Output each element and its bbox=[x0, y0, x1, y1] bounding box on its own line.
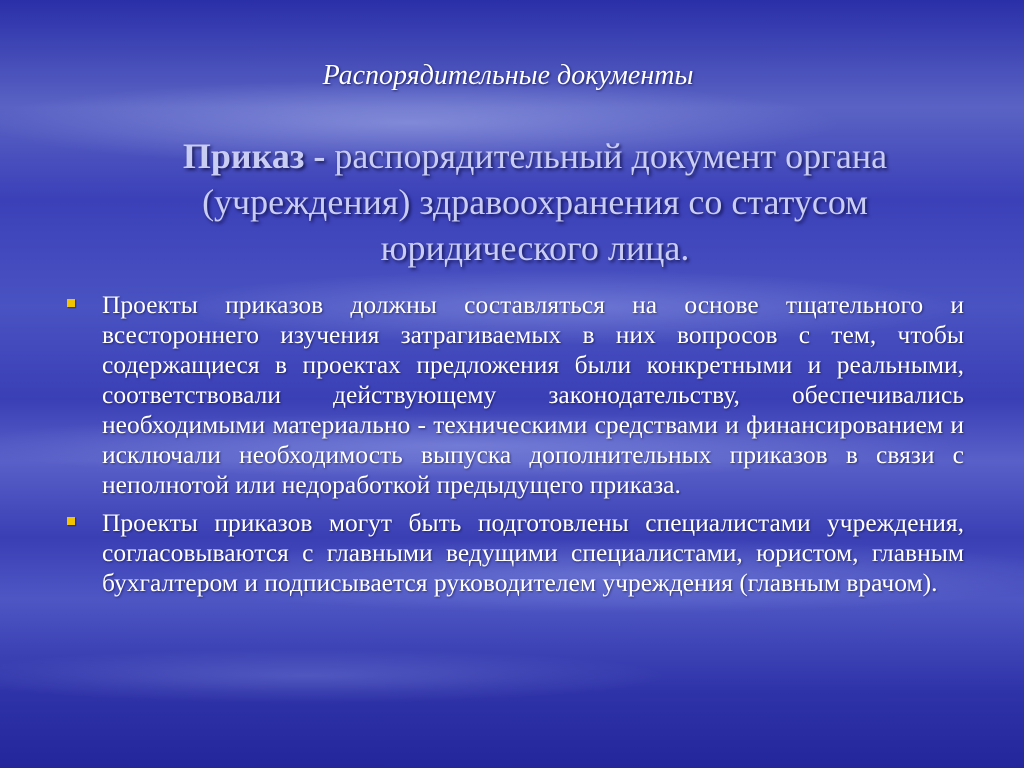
bullet-text: Проекты приказов должны составляться на основе тщательного и всестороннего изучения затрагиваемых в них вопросов с тем, чтобы содержащиеся в проектах предложения были конкретными и реальными, соответствовали действующему законодательству, обеспечивались необходимыми материально - техническими средствами и финансированием и исключали необходимость выпуска дополнительных приказов в связи с неполнотой или недоработкой предыдущего приказа. bbox=[102, 290, 964, 499]
bullet-item bbox=[64, 508, 964, 598]
title-definition: распорядительный документ органа (учреждения) здравоохранения со статусом юридического лица. bbox=[202, 136, 888, 268]
square-bullet-icon bbox=[67, 517, 75, 525]
title-term: Приказ - bbox=[182, 136, 326, 176]
bullet-item bbox=[64, 290, 964, 500]
slide-subtitle: Распорядительные документы bbox=[322, 60, 694, 91]
bullet-list bbox=[64, 290, 964, 606]
square-bullet-icon bbox=[67, 299, 75, 307]
slide-title bbox=[120, 133, 950, 271]
bullet-text: Проекты приказов могут быть подготовлены специалистами учреждения, согласовываются с главными ведущими специалистами, юристом, главным бухгалтером и подписывается руководителем учреждения (главным врачом). bbox=[102, 508, 964, 597]
